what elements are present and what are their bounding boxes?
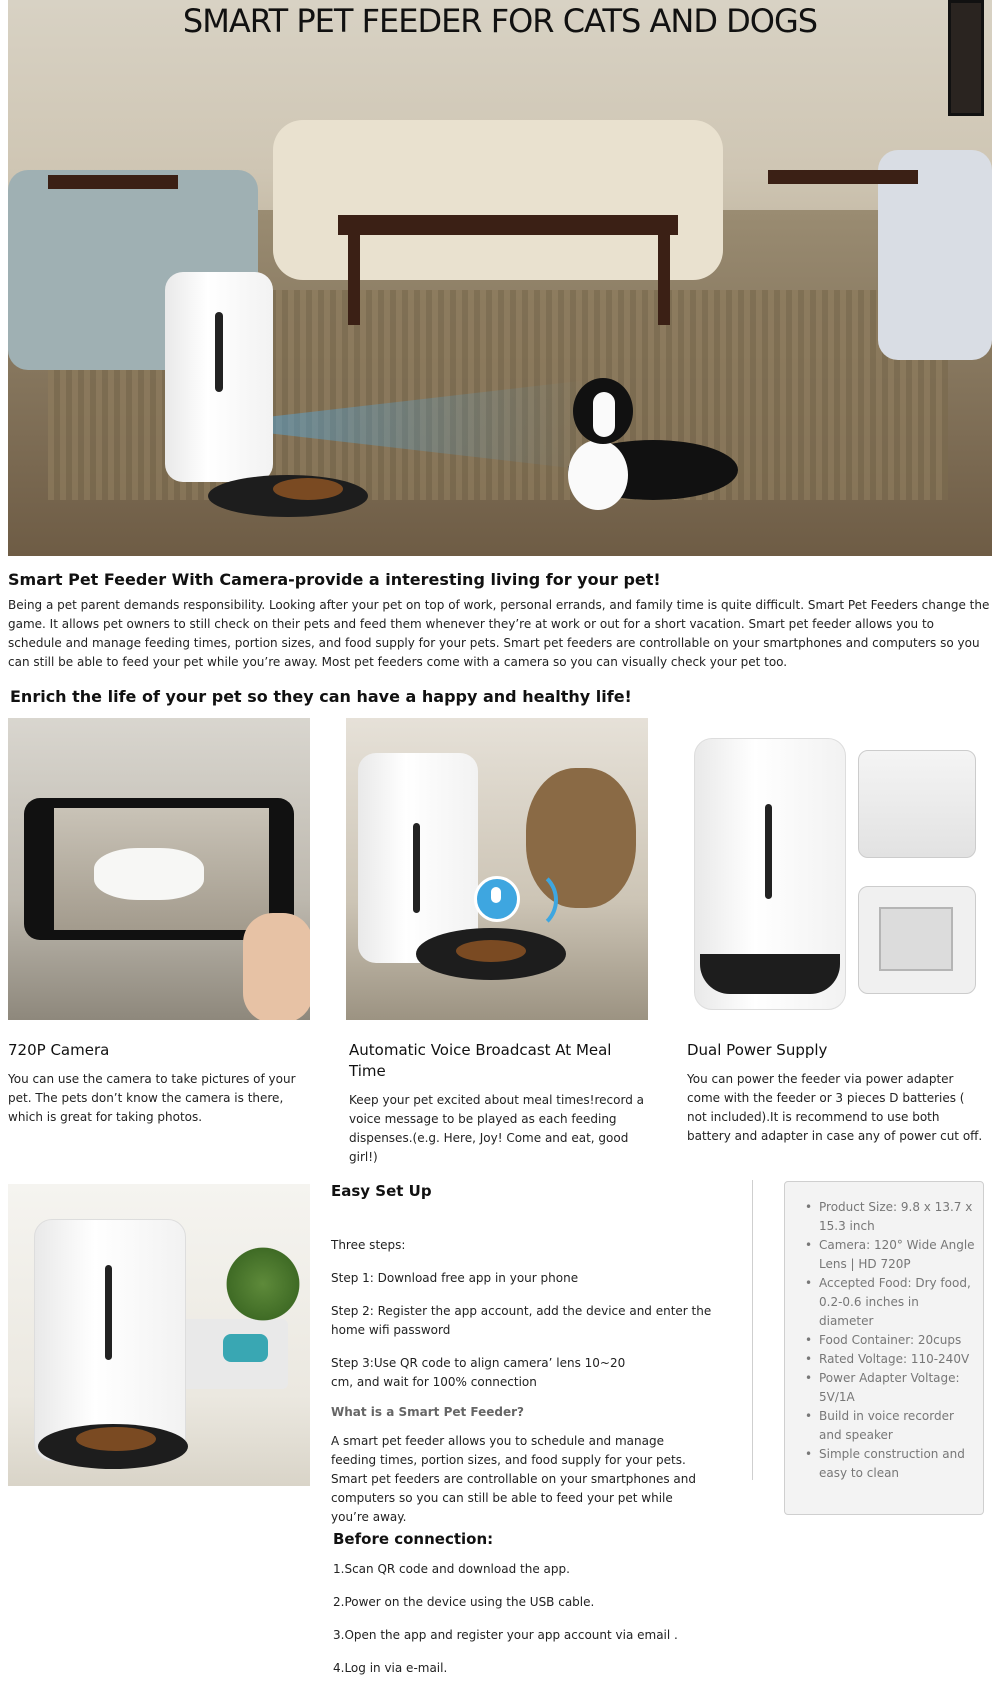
setup-title: Easy Set Up (331, 1182, 432, 1200)
battery-slot (879, 907, 953, 971)
feeder-slot (105, 1265, 112, 1360)
food-tray (700, 954, 840, 994)
feature-text-camera: You can use the camera to take pictures of your pet. The pets don’t know the camera is there, which is great for taking photos. (8, 1072, 296, 1124)
cushion (223, 1334, 268, 1362)
feeder-room-image (8, 1184, 310, 1486)
setup-intro: Three steps: (331, 1238, 406, 1252)
setup-step-1: Step 1: Download free app in your phone (331, 1271, 579, 1285)
spec-item: • Power Adapter Voltage: 5V/1A (803, 1369, 975, 1407)
pet-feeder (694, 738, 846, 1010)
before-connection-title: Before connection: (333, 1530, 494, 1548)
hero-image (8, 0, 992, 556)
sofa (273, 120, 723, 280)
coffee-table (338, 215, 678, 235)
enrich-heading: Enrich the life of your pet so they can have a happy and healthy life! (10, 687, 632, 706)
spec-item: • Build in voice recorder and speaker (803, 1407, 975, 1445)
feeder-top-detail (858, 750, 976, 858)
spec-item: • Rated Voltage: 110-240V (803, 1350, 975, 1369)
plant (218, 1244, 308, 1324)
column-divider (752, 1180, 753, 1480)
table-leg (348, 235, 360, 325)
spec-item: • Food Container: 20cups (803, 1331, 975, 1350)
side-table (48, 175, 178, 189)
before-step-1: 1.Scan QR code and download the app. (333, 1562, 570, 1576)
spec-list (803, 1198, 975, 1483)
feature-title-voice: Automatic Voice Broadcast At Meal Time (349, 1041, 612, 1080)
feature-title-camera: 720P Camera (8, 1041, 110, 1059)
feature-title-power: Dual Power Supply (687, 1041, 828, 1059)
dog-chest (568, 440, 628, 510)
hero-title: SMART PET FEEDER FOR CATS AND DOGS (182, 2, 818, 40)
intro-heading: Smart Pet Feeder With Camera-provide a interesting living for your pet! (8, 570, 661, 589)
spec-item: • Product Size: 9.8 x 13.7 x 15.3 inch (803, 1198, 975, 1236)
what-is-title: What is a Smart Pet Feeder? (331, 1405, 525, 1419)
dog-face-blaze (593, 392, 615, 437)
kibble (273, 478, 343, 500)
feeder-slot (765, 804, 772, 899)
setup-step-2: Step 2: Register the app account, add the device and enter the home wifi password (331, 1304, 712, 1337)
power-feature-image (684, 718, 986, 1020)
voice-feature-image (346, 718, 648, 1020)
hand (243, 913, 310, 1020)
spec-box (784, 1181, 984, 1515)
side-table (768, 170, 918, 184)
before-step-3: 3.Open the app and register your app account via email . (333, 1628, 678, 1642)
feeder-slot (215, 312, 223, 392)
spec-item: • Accepted Food: Dry food, 0.2-0.6 inches in diameter (803, 1274, 975, 1331)
feeder-slot (413, 823, 420, 913)
kibble (456, 940, 526, 962)
white-dog (94, 848, 204, 900)
setup-step-3: Step 3:Use QR code to align camera’ lens 10~20 cm, and wait for 100% connection (331, 1356, 626, 1389)
spec-item: • Camera: 120° Wide Angle Lens | HD 720P (803, 1236, 975, 1274)
kibble (76, 1427, 156, 1451)
pet-feeder (165, 272, 273, 482)
feature-text-power: You can power the feeder via power adapter come with the feeder or 3 pieces D batteries ( not included).It is recommend to use both battery and adapter in case any of power cut off. (687, 1072, 983, 1143)
phone-screen (54, 808, 269, 930)
intro-body: Being a pet parent demands responsibility. Looking after your pet on top of work, personal errands, and family time is quite difficult. Smart Pet Feeders change the game. It allows pet owners to still check on their pets and feed them whenever they’re at work or out for a short vacation. Smart pet feeder allows you to schedule and manage feeding times, portion sizes, and food supply for your pets. Smart pet feeders are controllable on your smartphones and computers so you can still be able to feed your pet while you’re away. Most pet feeders come with a camera so you can visually check your pet too. (8, 598, 990, 669)
spec-item: • Simple construction and easy to clean (803, 1445, 975, 1483)
before-step-4: 4.Log in via e-mail. (333, 1661, 448, 1675)
table-leg (658, 235, 670, 325)
what-is-text: A smart pet feeder allows you to schedule and manage feeding times, portion sizes, and food supply for your pets. Smart pet feeders are controllable on your smartphones and computers so you can still be able to feed your pet while you’re away. (331, 1434, 696, 1524)
before-step-2: 2.Power on the device using the USB cable. (333, 1595, 595, 1609)
feature-text-voice: Keep your pet excited about meal times!record a voice message to be played as each feeding dispenses.(e.g. Here, Joy! Come and eat, good girl!) (349, 1093, 644, 1164)
battery-compartment (858, 886, 976, 994)
camera-feature-image (8, 718, 310, 1020)
